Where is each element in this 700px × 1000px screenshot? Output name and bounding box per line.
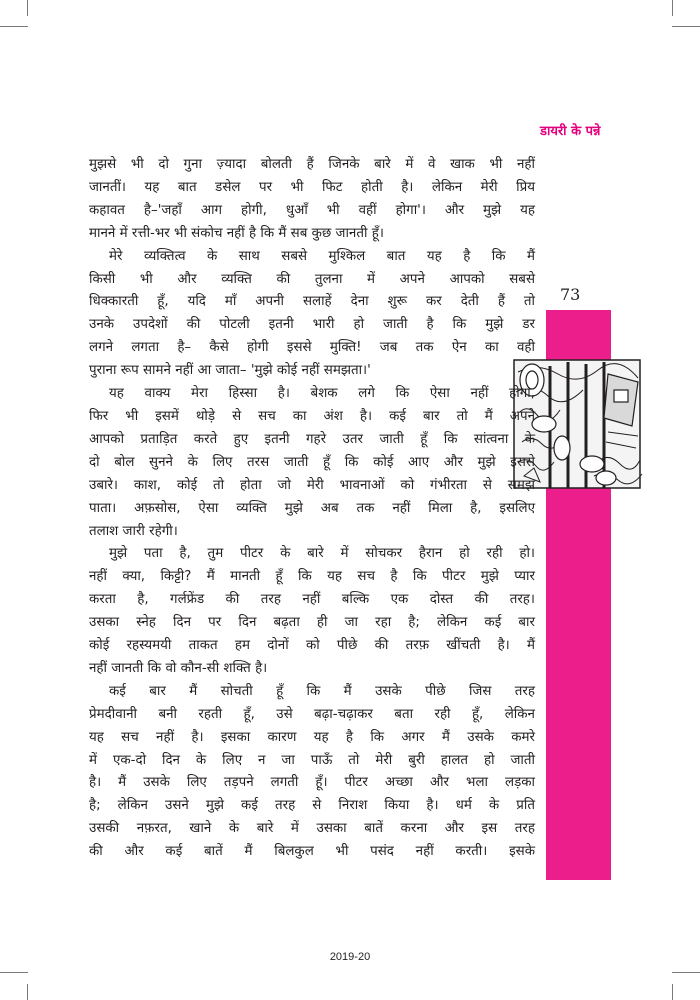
text-line: जानतीं। यह बात डसेल पर भी फिट होती है। लेकिन मेरी प्रिय xyxy=(89,179,535,195)
text-line: नहीं क्या, किट्टी? मैं मानती हूँ कि यह सच है कि पीटर मुझे प्यार xyxy=(89,569,535,585)
crop-mark xyxy=(0,972,28,973)
text-line: उनके उपदेशों की पोटली इतनी भारी हो जाती है कि मुझे डर xyxy=(89,317,535,333)
crop-mark xyxy=(672,972,700,973)
text-line: में एक-दो दिन के लिए न जा पाऊँ तो मेरी बुरी हालत हो जाती xyxy=(89,752,535,768)
text-line: की और कई बातें मैं बिलकुल भी पसंद नहीं करती। इसके xyxy=(89,844,535,860)
text-line: मेरे व्यक्तित्व के साथ सबसे मुश्किल बात यह है कि मैं xyxy=(109,248,535,264)
text-line: मुझसे भी दो गुना ज़्यादा बोलती हैं जिनके बारे में वे खाक भी नहीं xyxy=(89,157,535,172)
text-line: पुराना रूप सामने नहीं आ जाता– 'मुझे कोई नहीं समझता।' xyxy=(89,363,371,379)
text-line: कहावत है–'जहाँ आग होगी, धुआँ भी वहीं होगा'। और मुझे यह xyxy=(89,202,535,218)
crop-mark xyxy=(672,26,700,27)
text-line: यह सच नहीं है। इसका कारण यह है कि अगर मैं उसके कमरे xyxy=(89,729,535,745)
text-line: करता है, गर्लफ्रेंड की तरह नहीं बल्कि एक दोस्त की तरह। xyxy=(89,592,535,608)
text-line: धिक्कारती हूँ, यदि माँ अपनी सलाहें देना शुरू कर देती हैं तो xyxy=(89,294,535,310)
crop-mark xyxy=(27,984,28,1000)
text-line: दो बोल सुनने के लिए तरस जाती हूँ कि कोई आए और मुझे इससे xyxy=(89,454,535,470)
text-line: है। मैं उसके लिए तड़पने लगती हूँ। पीटर अच्छा और भला लड़का xyxy=(89,775,535,791)
text-line: है; लेकिन उसने मुझे कई तरह से निराश किया है। धर्म के प्रति xyxy=(89,798,535,814)
text-line: मुझे पता है, तुम पीटर के बारे में सोचकर हैरान हो रही हो। xyxy=(109,546,535,562)
text-line: प्रेमदीवानी बनी रहती हूँ, उसे बढ़ा-चढ़ाकर बता रही हूँ, लेकिन xyxy=(89,706,535,722)
text-line: आपको प्रताड़ित करते हुए इतनी गहरे उतर जाती हूँ कि सांत्वना के xyxy=(89,431,535,447)
crop-mark xyxy=(672,0,673,16)
text-line: उसकी नफ़रत, खाने के बारे में उसका बातें करना और इस तरह xyxy=(89,821,535,837)
text-line: किसी भी और व्यक्ति की तुलना में अपने आपको सबसे xyxy=(89,271,535,287)
text-line: उसका स्नेह दिन पर दिन बढ़ता ही जा रहा है; लेकिन कई बार xyxy=(89,615,535,631)
body-text xyxy=(89,154,535,864)
crop-mark xyxy=(27,0,28,16)
crop-mark xyxy=(672,984,673,1000)
text-line: उबारे। काश, कोई तो होता जो मेरी भावनाओं को गंभीरता से समझ xyxy=(89,477,535,493)
text-line: मानने में रत्ती-भर भी संकोच नहीं है कि मैं सब कुछ जानती हूँ। xyxy=(89,225,384,241)
running-head: डायरी के पन्ने xyxy=(540,124,601,139)
text-line: कई बार मैं सोचती हूँ कि मैं उसके पीछे जिस तरह xyxy=(109,683,535,699)
footer-year: 2019-20 xyxy=(329,951,371,963)
text-line: यह वाक्य मेरा हिस्सा है। बेशक लगे कि ऐसा नहीं होगा, xyxy=(109,386,535,402)
text-line: कोई रहस्यमयी ताकत हम दोनों को पीछे की तरफ़ खींचती है। मैं xyxy=(89,638,535,654)
page-number: 73 xyxy=(560,285,581,304)
text-line: तलाश जारी रहेगी। xyxy=(89,523,178,539)
text-line: पाता। अफ़सोस, ऐसा व्यक्ति मुझे अब तक नहीं मिला है, इसलिए xyxy=(89,500,535,516)
text-line: नहीं जानती कि वो कौन-सी शक्ति है। xyxy=(89,660,268,676)
text-line: लगने लगता है– कैसे होगी इससे मुक्ति! जब तक ऐन का वही xyxy=(89,340,535,356)
crop-mark xyxy=(0,26,28,27)
text-line: फिर भी इसमें थोड़े से सच का अंश है। कई बार तो मैं अपने xyxy=(89,408,535,424)
